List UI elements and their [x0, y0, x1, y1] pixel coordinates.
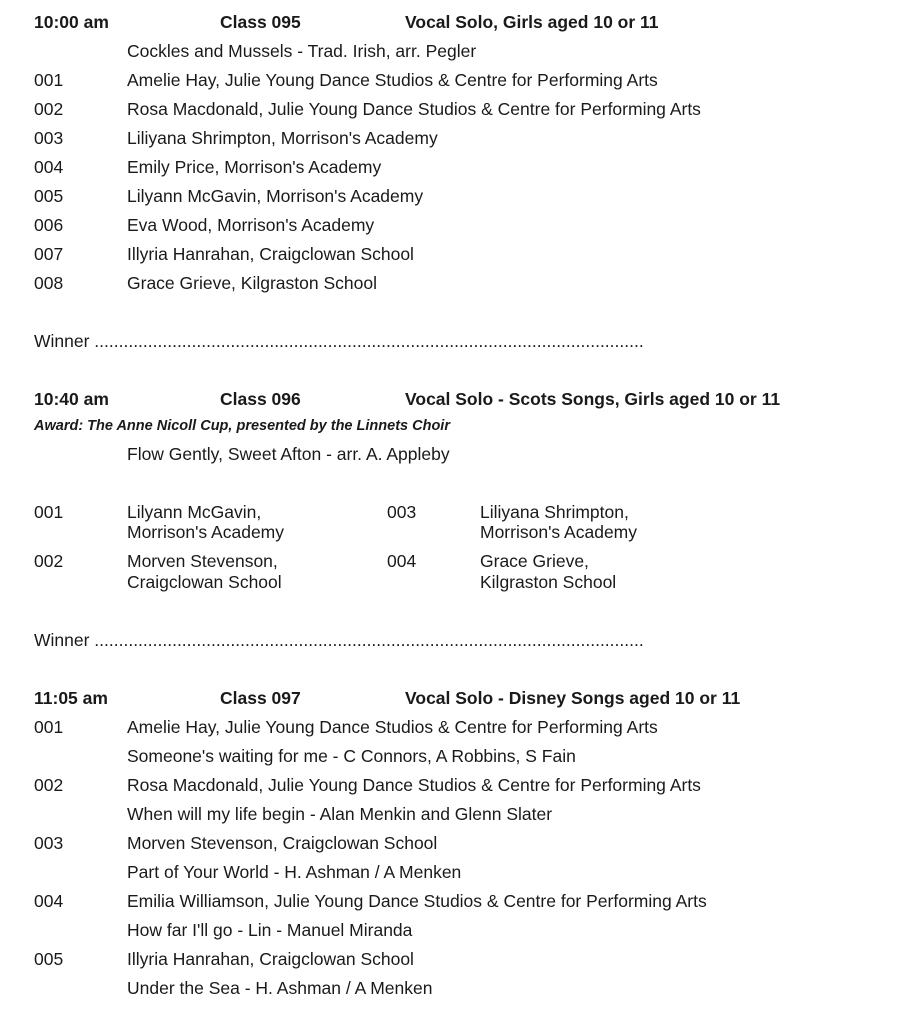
entry-song: Part of Your World - H. Ashman / A Menken: [127, 862, 462, 882]
entry-number: 004: [34, 891, 64, 911]
entry-name: Lilyann McGavin,: [127, 502, 262, 522]
entry-number: 003: [387, 502, 417, 522]
entry-number: 002: [34, 775, 64, 795]
entry-school: Morrison's Academy: [480, 522, 638, 542]
entry-school: Kilgraston School: [480, 572, 617, 592]
entry-name: Liliyana Shrimpton,: [480, 502, 629, 522]
entry-name: Grace Grieve, Kilgraston School: [127, 273, 377, 293]
entry-name: Rosa Macdonald, Julie Young Dance Studios & Centre for Performing Arts: [127, 775, 701, 795]
class-096-winner-line: Winner .................................................................................................................: [34, 630, 644, 650]
entry-name: Morven Stevenson, Craigclowan School: [127, 833, 438, 853]
entry-number: 001: [34, 70, 64, 90]
entry-number: 003: [34, 128, 64, 148]
entry-number: 006: [34, 215, 64, 235]
entry-name: Lilyann McGavin, Morrison's Academy: [127, 186, 424, 206]
entry-name: Illyria Hanrahan, Craigclowan School: [127, 949, 414, 969]
class-097-time: 11:05 am: [34, 688, 108, 708]
entry-song: Under the Sea - H. Ashman / A Menken: [127, 978, 433, 998]
entry-number: 005: [34, 949, 64, 969]
entry-number: 004: [34, 157, 64, 177]
class-095-winner-line: Winner .................................................................................................................: [34, 331, 644, 351]
entry-name: Eva Wood, Morrison's Academy: [127, 215, 375, 235]
class-097-title: Vocal Solo - Disney Songs aged 10 or 11: [405, 688, 741, 708]
class-095-time: 10:00 am: [34, 12, 109, 32]
entry-name: Amelie Hay, Julie Young Dance Studios & Centre for Performing Arts: [127, 70, 658, 90]
entry-name: Amelie Hay, Julie Young Dance Studios & Centre for Performing Arts: [127, 717, 658, 737]
entry-number: 001: [34, 502, 64, 522]
entry-number: 005: [34, 186, 64, 206]
entry-number: 007: [34, 244, 64, 264]
entry-number: 002: [34, 551, 64, 571]
class-095-number: Class 095: [220, 12, 301, 32]
class-096-time: 10:40 am: [34, 389, 109, 409]
entry-name: Emilia Williamson, Julie Young Dance Studios & Centre for Performing Arts: [127, 891, 707, 911]
entry-school: Morrison's Academy: [127, 522, 285, 542]
entry-name: Emily Price, Morrison's Academy: [127, 157, 382, 177]
entry-number: 002: [34, 99, 64, 119]
entry-number: 008: [34, 273, 64, 293]
class-096-piece: Flow Gently, Sweet Afton - arr. A. Appleby: [127, 444, 450, 464]
class-097-number: Class 097: [220, 688, 301, 708]
entry-name: Grace Grieve,: [480, 551, 589, 571]
entry-school: Craigclowan School: [127, 572, 282, 592]
entry-name: Liliyana Shrimpton, Morrison's Academy: [127, 128, 438, 148]
entry-name: Rosa Macdonald, Julie Young Dance Studios & Centre for Performing Arts: [127, 99, 701, 119]
class-095-title: Vocal Solo, Girls aged 10 or 11: [405, 12, 659, 32]
entry-name: Illyria Hanrahan, Craigclowan School: [127, 244, 414, 264]
entry-number: 003: [34, 833, 64, 853]
entry-number: 001: [34, 717, 64, 737]
entry-number: 004: [387, 551, 417, 571]
class-096-number: Class 096: [220, 389, 301, 409]
class-096-title: Vocal Solo - Scots Songs, Girls aged 10 or 11: [405, 389, 781, 409]
class-096-award: Award: The Anne Nicoll Cup, presented by the Linnets Choir: [34, 418, 450, 434]
entry-name: Morven Stevenson,: [127, 551, 278, 571]
entry-song: Someone's waiting for me - C Connors, A Robbins, S Fain: [127, 746, 576, 766]
entry-song: When will my life begin - Alan Menkin and Glenn Slater: [127, 804, 553, 824]
entry-song: How far I'll go - Lin - Manuel Miranda: [127, 920, 413, 940]
class-095-piece: Cockles and Mussels - Trad. Irish, arr. Pegler: [127, 41, 477, 61]
